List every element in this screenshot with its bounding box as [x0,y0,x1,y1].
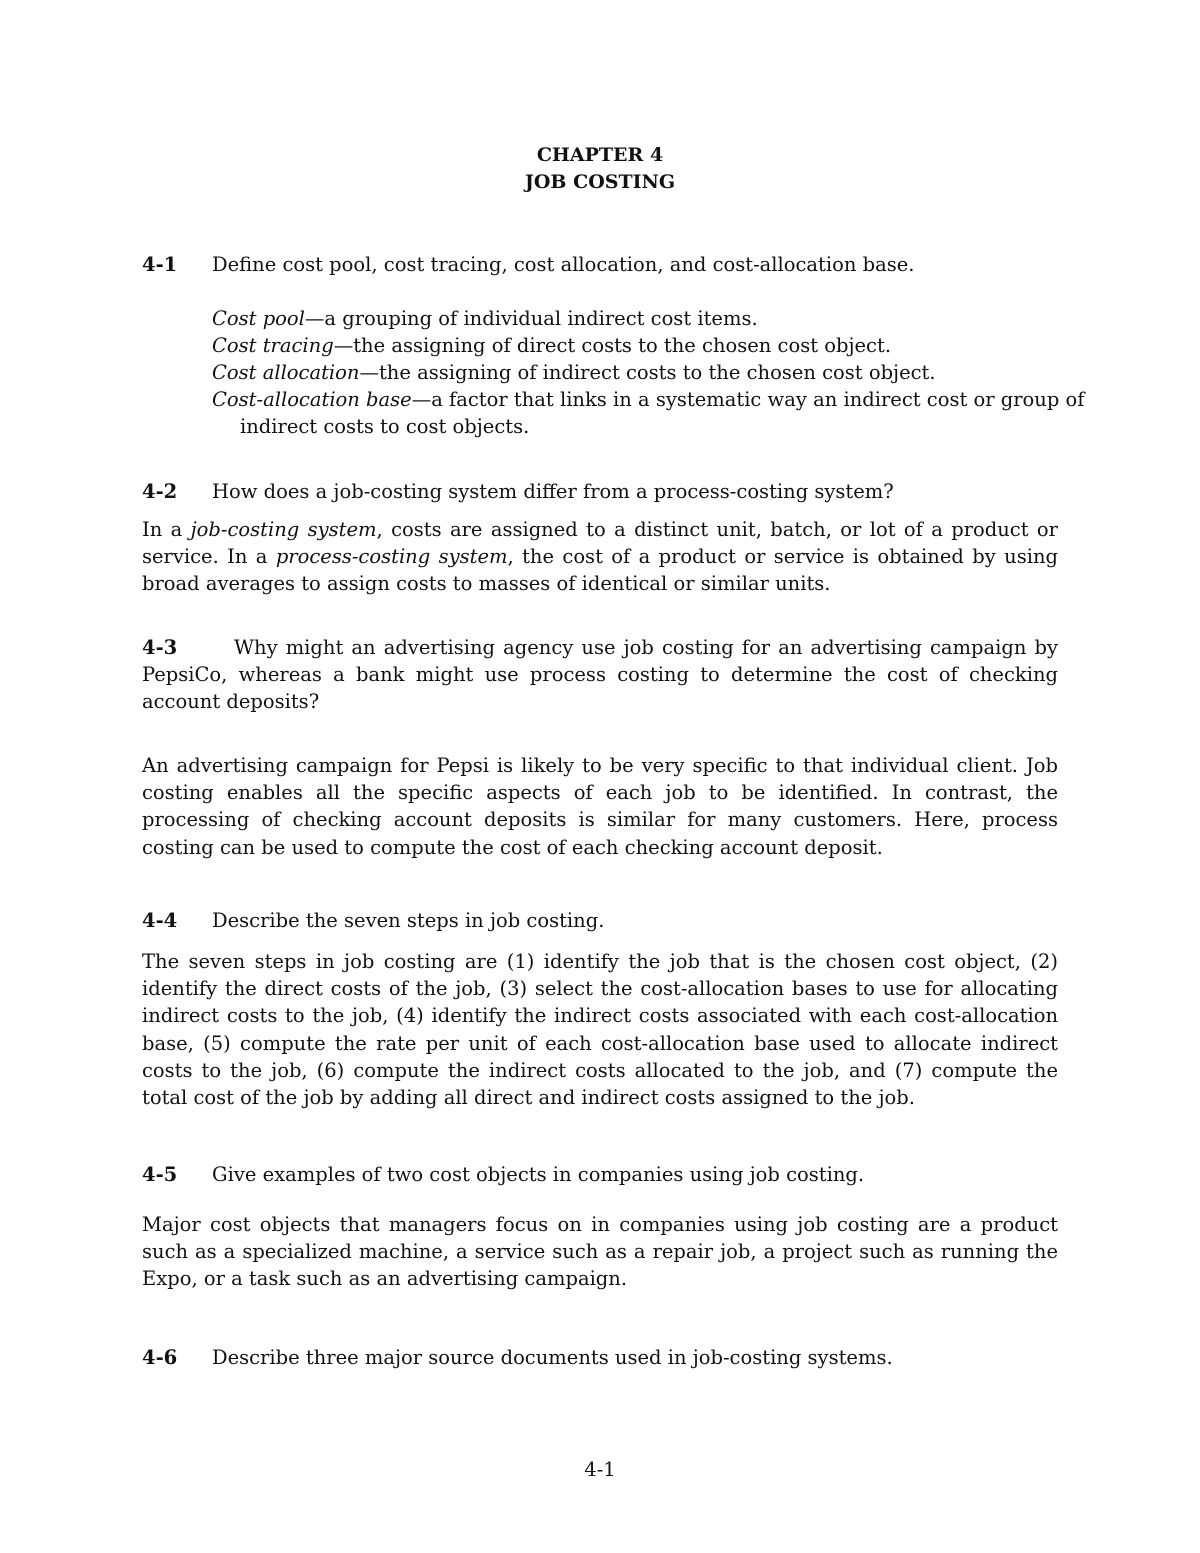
question-text: Why might an advertising agency use job costing for an advertising campaign by PepsiCo, whereas a bank might use process costing to determine the cost of checking account deposits? [142,636,1059,714]
answer-4-5: Major cost objects that managers focus on in companies using job costing are a product such as a specialized machine, a service such as a repair job, a project such as running the Expo, or a task such as an advertising campaign. [142,1213,1058,1291]
question-text: Give examples of two cost objects in companies using job costing. [212,1163,865,1186]
definition-text: —the assigning of direct costs to the chosen cost object. [333,334,892,357]
definition-cost-allocation-base [212,386,1086,440]
answer-text: In a [142,518,191,541]
definition-text: —a factor that links in a systematic way an indirect cost or group of indirect costs to cost objects. [240,388,1085,438]
answer-text: , costs are assigned to a distinct unit, batch, or lot of a product or service. In a [142,518,1058,569]
question-4-5 [142,1161,1058,1188]
definition-term: Cost-allocation base [212,388,412,411]
chapter-number: CHAPTER 4 [536,144,664,166]
answer-4-4: The seven steps in job costing are (1) identify the job that is the chosen cost object, (2) identify the direct costs of the job, (3) select the cost-allocation bases to use for allocating indirect costs to the job, (4) identify the indirect costs associated with each cost-allocation base, (5) compute the rate per unit of each cost-allocation base used to allocate indirect costs to the job, (6) compute the indirect costs allocated to the job, and (7) compute the total cost of the job by adding all direct and indirect costs assigned to the job. [142,950,1058,1110]
question-number: 4-3 [142,636,178,659]
question-number: 4-5 [142,1163,178,1186]
question-4-3 [142,634,1058,716]
definition-cost-tracing [212,332,1086,359]
answer-term: process-costing system [275,545,508,569]
question-4-4 [142,907,1058,934]
definition-term: Cost pool [212,307,305,330]
question-number: 4-6 [142,1346,178,1369]
question-number: 4-4 [142,909,178,932]
question-4-2 [142,478,1058,505]
question-text: Describe the seven steps in job costing. [212,909,605,932]
definition-cost-pool [212,305,1086,332]
definition-text: —the assigning of indirect costs to the chosen cost object. [359,361,936,384]
question-text: Define cost pool, cost tracing, cost allocation, and cost-allocation base. [212,253,915,276]
answer-text: , the cost of a product or service is obtained by using broad averages to assign costs to masses of identical or similar units. [142,545,1058,596]
question-4-6 [142,1344,1058,1371]
page-number: 4-1 [584,1458,616,1481]
question-number: 4-1 [142,253,178,276]
definition-term: Cost allocation [212,361,360,384]
definition-text: —a grouping of individual indirect cost items. [304,307,758,330]
definition-term: Cost tracing [212,334,334,357]
definition-cost-allocation [212,359,1086,386]
answer-term: job-costing system [190,518,377,541]
question-text: Describe three major source documents used in job-costing systems. [212,1346,893,1369]
answer-4-3: An advertising campaign for Pepsi is likely to be very specific to that individual client. Job costing enables all the specific aspects of each job to be identified. In contrast, the processing of checking account deposits is similar for many customers. Here, process costing can be used to compute the cost of each checking account deposit. [142,754,1058,859]
chapter-title: JOB COSTING [524,171,676,193]
answer-4-2 [142,516,1058,598]
question-4-1 [142,251,1058,278]
question-number: 4-2 [142,480,178,503]
question-text: How does a job-costing system differ from a process-costing system? [212,480,894,503]
